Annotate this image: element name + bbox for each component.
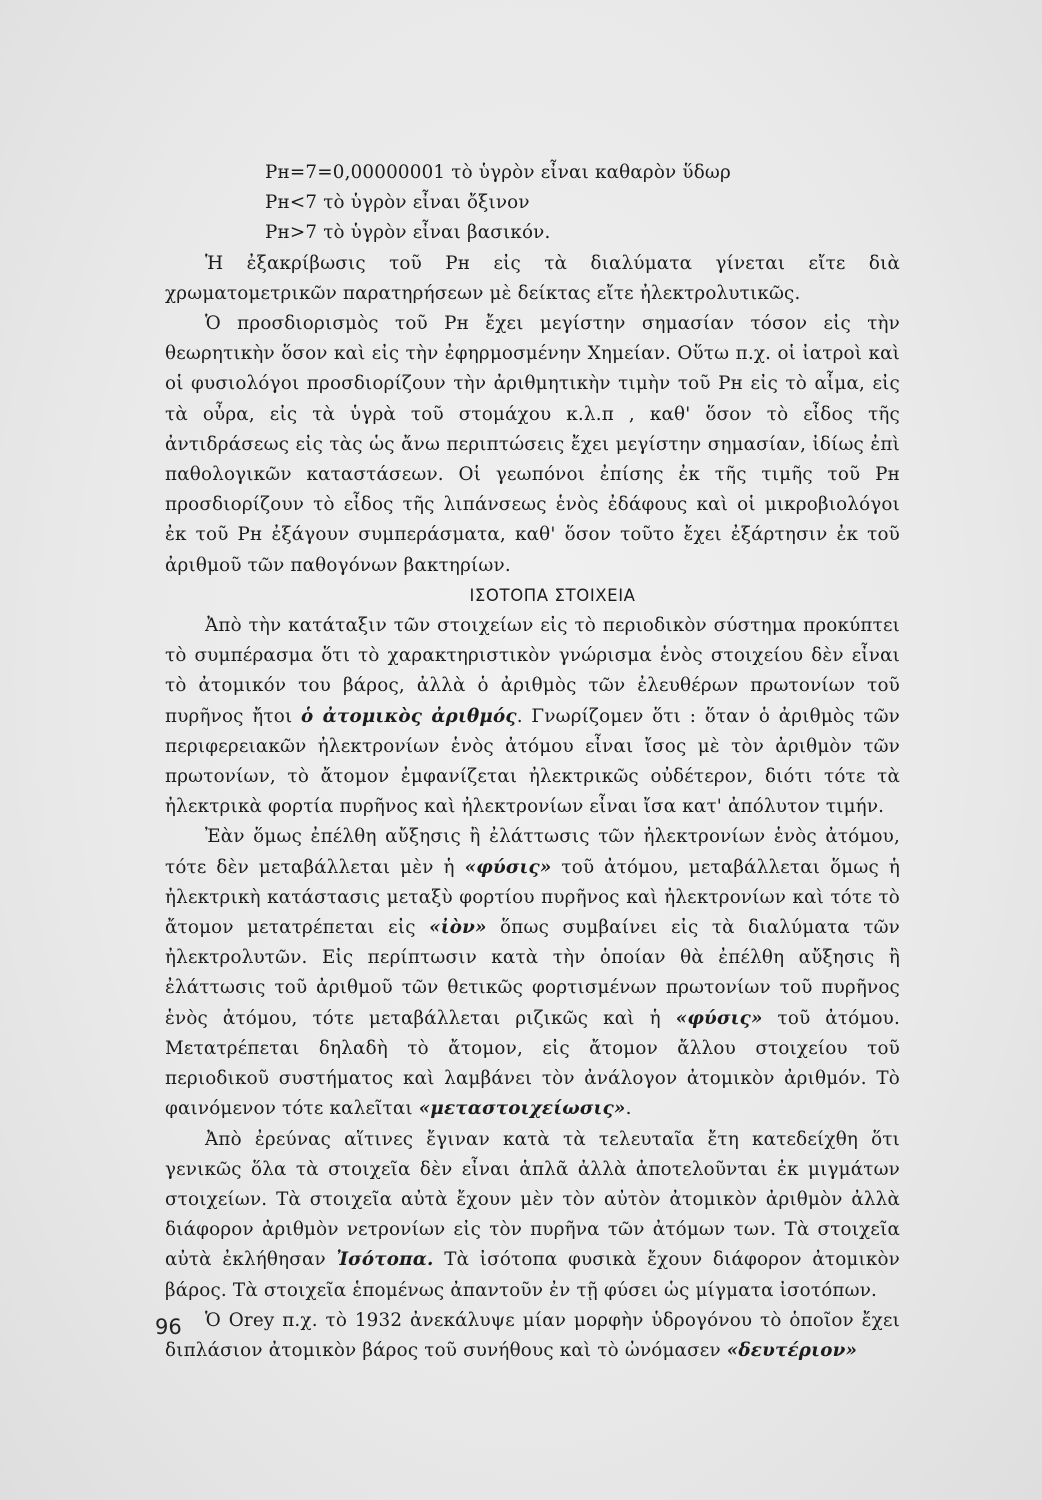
emphasis-isotopes: Ἰσότοπα. xyxy=(336,1249,434,1271)
paragraph-deuterium xyxy=(165,1306,900,1366)
section-heading: ΙΣΟΤΟΠΑ ΣΤΟΙΧΕΙΑ xyxy=(469,585,636,605)
formula-acidic: Pн<7 τὸ ὑγρὸν εἶναι ὄξινον xyxy=(265,192,530,214)
text-run: . xyxy=(625,1098,632,1120)
text-run: Τὰ ἰσότοπα φυσικὰ ἔχουν διάφορον ἀτομικὸν βάρος. Τὰ στοιχεῖα ἑπομένως ἀπαντοῦν ἐν τῇ φύσει ὡς μίγματα ἰσοτόπων. xyxy=(165,1249,900,1301)
page-number: 96 xyxy=(155,1315,182,1339)
text-run: τοῦ ἀτόμου, μεταβάλλεται ὅμως ἡ ἠλεκτρικὴ κατάστασις μεταξὺ φορτίου πυρῆνος καὶ ἠλεκτρονίων καὶ τότε τὸ ἄτομον μετατρέπεται εἰς xyxy=(165,856,900,939)
emphasis-nature-2: «φύσις» xyxy=(675,1007,763,1029)
text-run: Ὁ Orey π.χ. τὸ 1932 ἀνεκάλυψε μίαν μορφὴν ὑδρογόνου τὸ ὁποῖον ἔχει διπλάσιον ἀτομικὸν βάρος τοῦ συνήθους καὶ τὸ ὠνόμασεν xyxy=(165,1309,900,1361)
text-run: Ἀπὸ τὴν κατάταξιν τῶν στοιχείων εἰς τὸ περιοδικὸν σύστημα προκύπτει τὸ συμπέρασμα ὅτι τὸ χαρακτηριστικὸν γνώρισμα ἑνὸς στοιχείου δὲν εἶναι τὸ ἀτομικόν του βάρος, ἀλλὰ ὁ ἀριθμὸς τῶν ἐλευθέρων πρωτονίων τοῦ πυρῆνος ἤτοι xyxy=(165,615,900,727)
text-run: . Γνωρίζομεν ὅτι : ὅταν ὁ ἀριθμὸς τῶν περιφερειακῶν ἠλεκτρονίων ἑνὸς ἀτόμου εἶναι ἴσος μὲ τὸν ἀριθμὸν τῶν πρωτονίων, τὸ ἄτομον ἐμφανίζεται ἠλεκτρικῶς οὐδέτερον, διότι τότε τὰ ἠλεκτρικὰ φορτία πυρῆνος καὶ ἠλεκτρονίων εἶναι ἴσα κατ' ἀπόλυτον τιμήν. xyxy=(165,705,900,818)
emphasis-deuterium: «δευτέριον» xyxy=(726,1339,858,1361)
emphasis-nature: «φύσις» xyxy=(464,856,552,878)
emphasis-transmutation: «μεταστοιχείωσις» xyxy=(418,1098,626,1120)
body-text xyxy=(165,158,900,1366)
paragraph-ph-determination: Ἡ ἐξακρίβωσις τοῦ Pн εἰς τὰ διαλύματα γίνεται εἴτε διὰ χρωματομετρικῶν παρατηρήσεων μὲ δείκτας εἴτε ἠλεκτρολυτικῶς. xyxy=(165,252,900,304)
text-run: Ἐὰν ὅμως ἐπέλθη αὔξησις ἢ ἐλάττωσις τῶν ἠλεκτρονίων ἑνὸς ἀτόμου, τότε δὲν μεταβάλλεται μὲν ἡ xyxy=(165,826,900,878)
text-run: ὅπως συμβαίνει εἰς τὰ διαλύματα τῶν ἠλεκτρολυτῶν. Εἰς περίπτωσιν κατὰ τὴν ὁποίαν θὰ ἐπέλθη αὔξησις ἢ ἐλάττωσις τοῦ ἀριθμοῦ τῶν θετικῶς φορτισμένων πρωτονίων τοῦ πυρῆνος ἑνὸς ἀτόμου, τότε μεταβάλλεται ριζικῶς καὶ ἡ xyxy=(165,917,900,1029)
paragraph-atomic-number xyxy=(165,611,900,822)
emphasis-ion: «ἰὸν» xyxy=(429,917,487,939)
formula-basic: Pн>7 τὸ ὑγρὸν εἶναι βασικόν. xyxy=(265,222,551,244)
text-run: Ἀπὸ ἐρεύνας αἵτινες ἔγιναν κατὰ τὰ τελευταῖα ἔτη κατεδείχθη ὅτι γενικῶς ὅλα τὰ στοιχεῖα δὲν εἶναι ἁπλᾶ ἀλλὰ ἀποτελοῦνται ἐκ μιγμάτων στοιχείων. Τὰ στοιχεῖα αὐτὰ ἔχουν μὲν τὸν αὐτὸν ἀτομικὸν ἀριθμὸν ἀλλὰ διάφορον ἀριθμὸν νετρονίων εἰς τὸν πυρῆνα τῶν ἀτόμων των. Τὰ στοιχεῖα αὐτὰ ἐκλήθησαν xyxy=(165,1128,900,1271)
emphasis-atomic-number: ὁ ἀτομικὸς ἀριθμός xyxy=(301,705,517,727)
paragraph-ph-importance: Ὁ προσδιορισμὸς τοῦ Pн ἔχει μεγίστην σημασίαν τόσον εἰς τὴν θεωρητικὴν ὅσον καὶ εἰς τὴν ἐφηρμοσμένην Χημείαν. Οὕτω π.χ. οἱ ἰατροὶ καὶ οἱ φυσιολόγοι προσδιορίζουν τὴν ἀριθμητικὴν τιμὴν τοῦ Pн εἰς τὸ αἷμα, εἰς τὰ οὖρα, εἰς τὰ ὑγρὰ τοῦ στομάχου κ.λ.π , καθ' ὅσον τὸ εἶδος τῆς ἀντιδράσεως εἰς τὰς ὡς ἄνω περιπτώσεις ἔχει μεγίστην σημασίαν, ἰδίως ἐπὶ παθολογικῶν καταστάσεων. Οἱ γεωπόνοι ἐπίσης ἐκ τῆς τιμῆς τοῦ Pн προσδιορίζουν τὸ εἶδος τῆς λιπάνσεως ἑνὸς ἐδάφους καὶ οἱ μικροβιολόγοι ἐκ τοῦ Pн ἐξάγουν συμπεράσματα, καθ' ὅσον τοῦτο ἔχει ἐξάρτησιν ἐκ τοῦ ἀριθμοῦ τῶν παθογόνων βακτηρίων. xyxy=(165,313,900,576)
formula-neutral: Pн=7=0,00000001 τὸ ὑγρὸν εἶναι καθαρὸν ὕδωρ xyxy=(265,162,731,183)
paragraph-ions xyxy=(165,822,900,1124)
paragraph-isotopes xyxy=(165,1125,900,1306)
text-run: τοῦ ἀτόμου. Μετατρέπεται δηλαδὴ τὸ ἄτομον, εἰς ἄτομον ἄλλου στοιχείου τοῦ περιοδικοῦ συστήματος καὶ λαμβάνει τὸν ἀνάλογον ἀτομικὸν ἀριθμόν. Τὸ φαινόμενον τότε καλεῖται xyxy=(165,1007,900,1120)
